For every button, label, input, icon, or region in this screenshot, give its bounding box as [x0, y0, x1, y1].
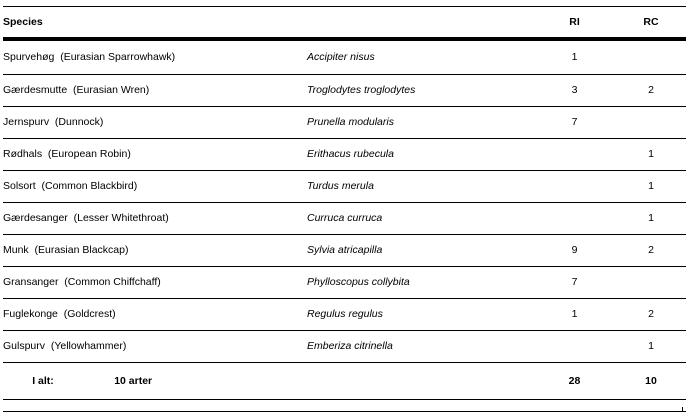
rc-cell	[616, 266, 686, 298]
total-label: I alt:	[32, 374, 54, 387]
species-table	[3, 6, 686, 400]
total-label-cell	[3, 362, 307, 399]
scientific-name-cell: Regulus regulus	[307, 298, 533, 330]
species-name-cell: Fuglekonge (Goldcrest)	[3, 298, 307, 330]
ri-cell	[533, 202, 616, 234]
species-name-cell: Gransanger (Common Chiffchaff)	[3, 266, 307, 298]
ri-cell: 7	[533, 106, 616, 138]
ri-cell: 3	[533, 74, 616, 106]
ri-cell: 1	[533, 39, 616, 75]
ri-cell: 7	[533, 266, 616, 298]
species-name-cell: Gulspurv (Yellowhammer)	[3, 330, 307, 362]
rc-cell	[616, 106, 686, 138]
scientific-name-cell: Turdus merula	[307, 170, 533, 202]
scientific-name-cell: Phylloscopus collybita	[307, 266, 533, 298]
ri-cell: 9	[533, 234, 616, 266]
scientific-name-cell: Accipiter nisus	[307, 39, 533, 75]
species-name-cell: Spurvehøg (Eurasian Sparrowhawk)	[3, 39, 307, 75]
table-row	[3, 39, 686, 75]
rc-cell: 1	[616, 330, 686, 362]
rc-cell: 1	[616, 138, 686, 170]
rc-cell: 2	[616, 234, 686, 266]
rc-cell: 1	[616, 202, 686, 234]
scientific-name-cell: Troglodytes troglodytes	[307, 74, 533, 106]
species-name-cell: Solsort (Common Blackbird)	[3, 170, 307, 202]
rc-cell: 2	[616, 74, 686, 106]
species-name-cell: Jernspurv (Dunnock)	[3, 106, 307, 138]
column-header-species: Species	[3, 7, 533, 39]
total-species-count: 10 arter	[114, 374, 153, 387]
scientific-name-cell: Erithacus rubecula	[307, 138, 533, 170]
table-row	[3, 202, 686, 234]
species-name-cell: Gærdesmutte (Eurasian Wren)	[3, 74, 307, 106]
ri-cell	[533, 170, 616, 202]
rc-cell: 1	[616, 170, 686, 202]
total-empty-cell	[307, 362, 533, 399]
scientific-name-cell: Emberiza citrinella	[307, 330, 533, 362]
table-header-row	[3, 7, 686, 39]
ri-cell: 1	[533, 298, 616, 330]
table-body	[3, 39, 686, 363]
table-row	[3, 234, 686, 266]
total-rc: 10	[616, 362, 686, 399]
scientific-name-cell: Sylvia atricapilla	[307, 234, 533, 266]
species-name-cell: Munk (Eurasian Blackcap)	[3, 234, 307, 266]
total-row	[3, 362, 686, 399]
column-header-rc: RC	[616, 7, 686, 39]
table-row	[3, 138, 686, 170]
table-row	[3, 106, 686, 138]
table-row	[3, 170, 686, 202]
scientific-name-cell: Prunella modularis	[307, 106, 533, 138]
bottom-rule	[3, 411, 686, 412]
table-row	[3, 74, 686, 106]
species-name-cell: Gærdesanger (Lesser Whitethroat)	[3, 202, 307, 234]
column-header-ri: RI	[533, 7, 616, 39]
rc-cell: 2	[616, 298, 686, 330]
ri-cell	[533, 138, 616, 170]
table-row	[3, 330, 686, 362]
species-name-cell: Rødhals (European Robin)	[3, 138, 307, 170]
scientific-name-cell: Curruca curruca	[307, 202, 533, 234]
table-row	[3, 266, 686, 298]
total-ri: 28	[533, 362, 616, 399]
ri-cell	[533, 330, 616, 362]
corner-mark	[682, 407, 683, 411]
table-row	[3, 298, 686, 330]
rc-cell	[616, 39, 686, 75]
